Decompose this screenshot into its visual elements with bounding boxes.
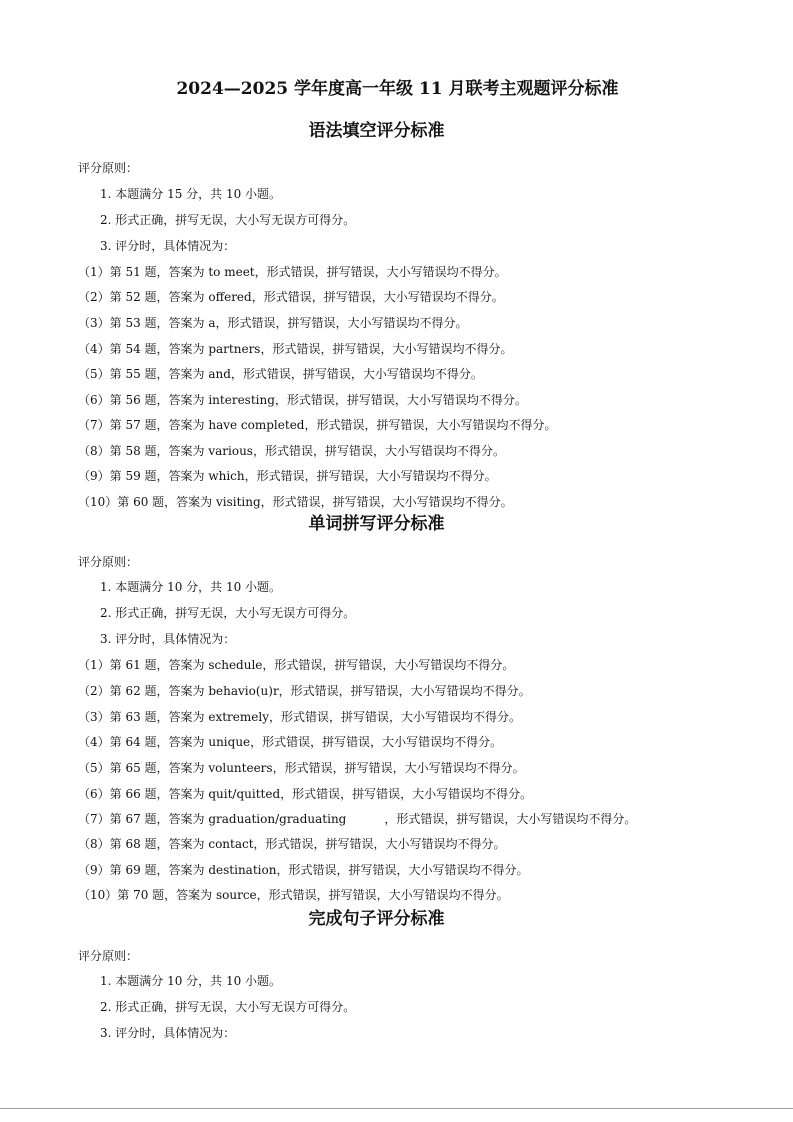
answer-item: （8）第 58 题，答案为 various，形式错误，拼写错误，大小写错误均不得分。 — [78, 444, 505, 458]
rule-line: 2. 形式正确，拼写无误，大小写无误方可得分。 — [100, 1000, 356, 1014]
answer-item: （3）第 63 题，答案为 extremely，形式错误，拼写错误，大小写错误均不得分。 — [78, 710, 521, 724]
rule-line: 1. 本题满分 10 分，共 10 小题。 — [100, 974, 282, 988]
answer-item: （6）第 56 题，答案为 interesting，形式错误，拼写错误，大小写错误均不得分。 — [78, 393, 527, 407]
answer-item: （6）第 66 题，答案为 quit/quitted，形式错误，拼写错误，大小写错误均不得分。 — [78, 787, 533, 801]
answer-item: （9）第 69 题，答案为 destination，形式错误，拼写错误，大小写错误均不得分。 — [78, 863, 529, 877]
answer-item: （4）第 64 题，答案为 unique，形式错误，拼写错误，大小写错误均不得分。 — [78, 735, 503, 749]
answer-item: （2）第 52 题，答案为 offered，形式错误，拼写错误，大小写错误均不得分。 — [78, 290, 504, 304]
page-bottom-divider — [0, 1108, 793, 1109]
answer-item-head: （7）第 67 题，答案为 graduation/graduating — [78, 812, 347, 826]
answer-item: （9）第 59 题，答案为 which，形式错误，拼写错误，大小写错误均不得分。 — [78, 469, 497, 483]
principle-label: 评分原则： — [78, 949, 139, 963]
rule-line: 3. 评分时，具体情况为： — [100, 632, 236, 646]
principle-label: 评分原则： — [78, 161, 139, 175]
answer-item: （5）第 55 题，答案为 and，形式错误，拼写错误，大小写错误均不得分。 — [78, 367, 483, 381]
answer-item: （8）第 68 题，答案为 contact，形式错误，拼写错误，大小写错误均不得分。 — [78, 837, 506, 851]
section-heading-grammar: 语法填空评分标准 — [308, 121, 445, 141]
rule-line: 3. 评分时，具体情况为： — [100, 239, 236, 253]
answer-item: （5）第 65 题，答案为 volunteers，形式错误，拼写错误，大小写错误均不得分。 — [78, 761, 525, 775]
rule-line: 2. 形式正确，拼写无误，大小写无误方可得分。 — [100, 606, 356, 620]
answer-item-tail: ，形式错误，拼写错误，大小写错误均不得分。 — [384, 812, 637, 826]
answer-item: （7）第 57 题，答案为 have completed，形式错误，拼写错误，大小写错误均不得分。 — [78, 418, 557, 432]
answer-item: （2）第 62 题，答案为 behavio(u)r，形式错误，拼写错误，大小写错误均不得分。 — [78, 684, 531, 698]
answer-item: （10）第 70 题，答案为 source，形式错误，拼写错误，大小写错误均不得分。 — [78, 888, 509, 902]
answer-item: （10）第 60 题，答案为 visiting，形式错误，拼写错误，大小写错误均不得分。 — [78, 495, 513, 509]
document-title: 2024—2025 学年度高一年级 11 月联考主观题评分标准 — [176, 79, 619, 99]
section-heading-spelling: 单词拼写评分标准 — [308, 514, 445, 534]
answer-item: （3）第 53 题，答案为 a，形式错误，拼写错误，大小写错误均不得分。 — [78, 316, 468, 330]
answer-item — [78, 811, 636, 827]
principle-label: 评分原则： — [78, 555, 139, 569]
answer-item: （1）第 61 题，答案为 schedule，形式错误，拼写错误，大小写错误均不得分。 — [78, 658, 515, 672]
answer-item: （4）第 54 题，答案为 partners，形式错误，拼写错误，大小写错误均不得分。 — [78, 342, 513, 356]
section-heading-sentence: 完成句子评分标准 — [308, 909, 445, 929]
rule-line: 3. 评分时，具体情况为： — [100, 1026, 236, 1040]
answer-item: （1）第 51 题，答案为 to meet，形式错误，拼写错误，大小写错误均不得分。 — [78, 265, 507, 279]
rule-line: 1. 本题满分 10 分，共 10 小题。 — [100, 580, 282, 594]
rule-line: 2. 形式正确，拼写无误，大小写无误方可得分。 — [100, 213, 356, 227]
rule-line: 1. 本题满分 15 分，共 10 小题。 — [100, 187, 282, 201]
